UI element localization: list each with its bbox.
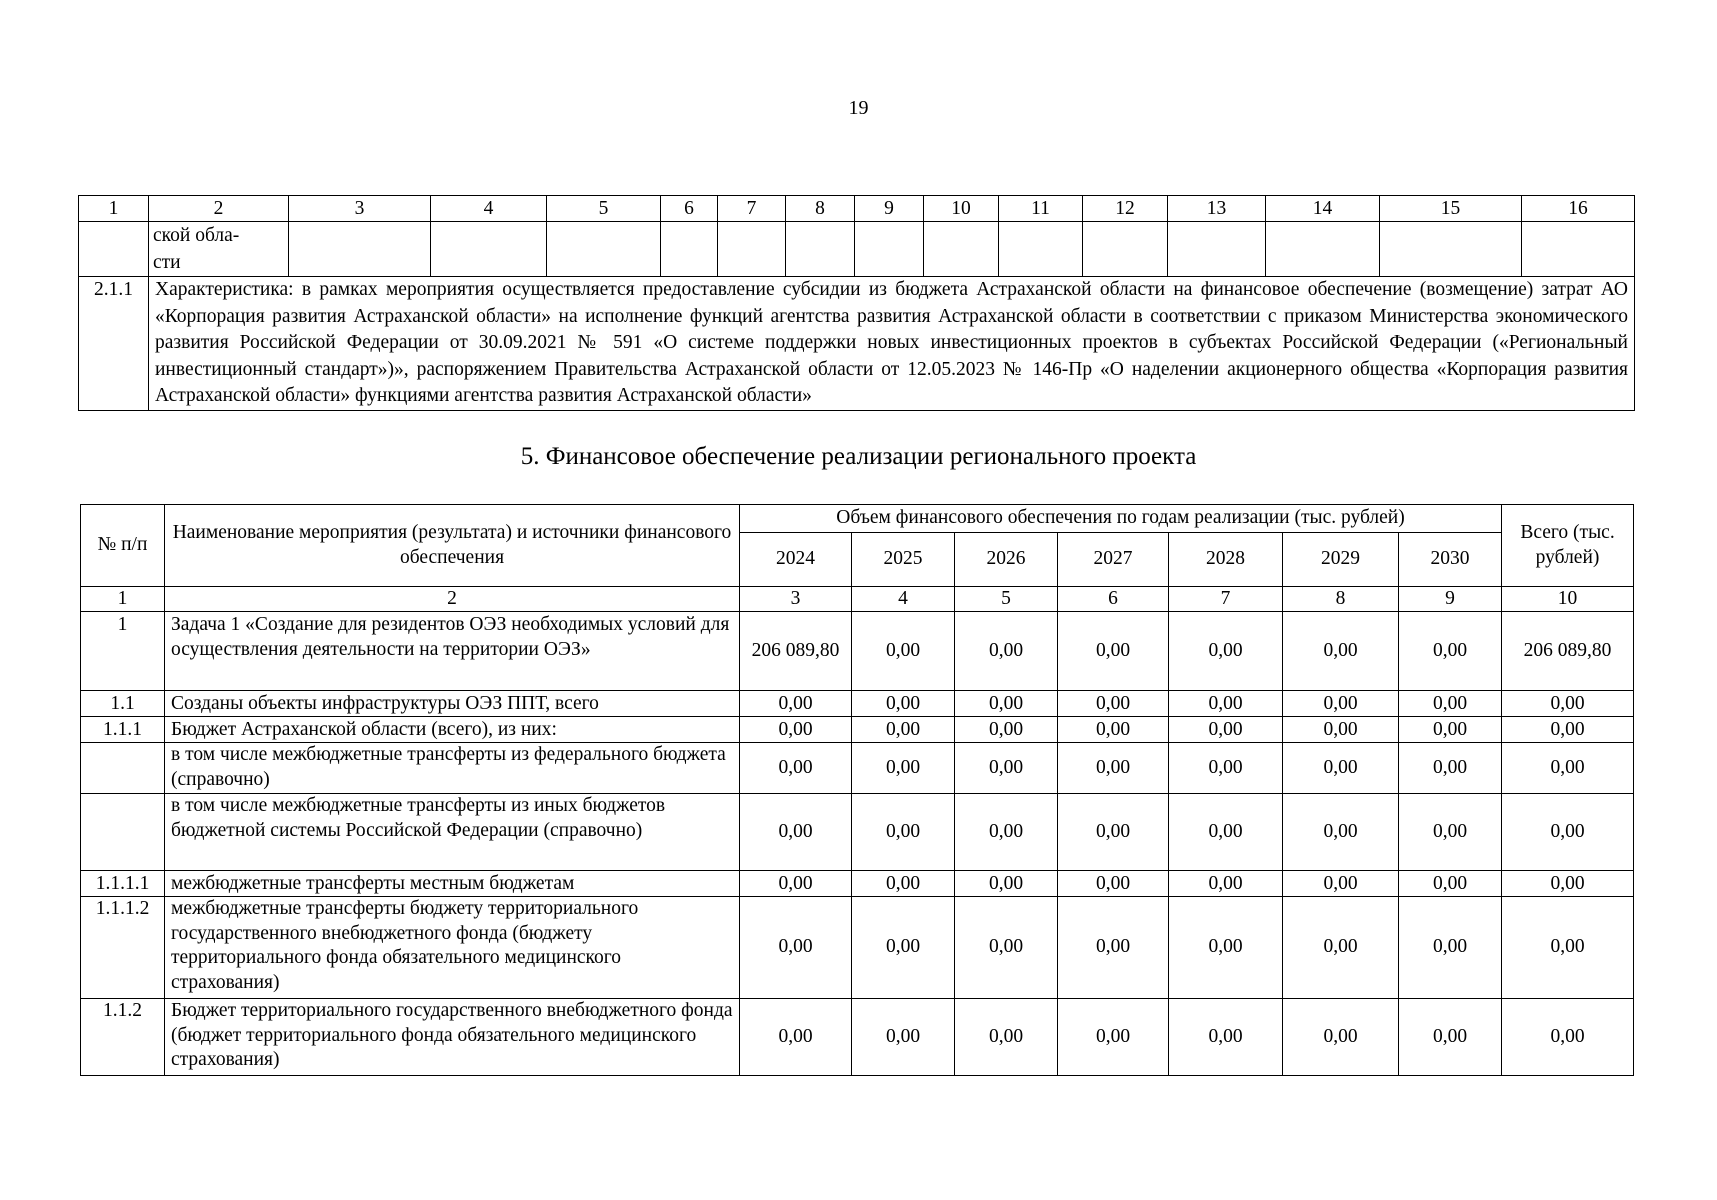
year-value: 206 089,80 [740,612,852,691]
year-value: 0,00 [740,717,852,743]
total-value: 0,00 [1502,794,1634,871]
year-header: 2026 [955,532,1058,586]
year-value: 0,00 [740,691,852,717]
row-number: 1.1.1.1 [81,871,165,897]
year-value: 0,00 [1399,717,1502,743]
row-name: межбюджетные трансферты местным бюджетам [165,871,740,897]
year-value: 0,00 [1283,717,1399,743]
section-title: 5. Финансовое обеспечение реализации регионального проекта [520,443,1197,470]
item-characteristic: Характеристика: в рамках мероприятия осуществляется предоставление субсидии из бюджета Астраханской области на финансовое обеспечение (возмещение) затрат АО «Корпорация развития Астраханской области» на исполнение функций агентства развития Астраханской области в соответствии с приказом Министерства экономического развития Российской Федерации от 30.09.2021 № 591 «О системе поддержки новых инвестиционных проектов в субъектах Российской Федерации («Региональный инвестиционный стандарт»)», распоряжением Правительства Астраханской области от 12.05.2023 № 146-Пр «О наделении акционерного общества «Корпорация развития Астраханской области» функциями агентства развития Астраханской области» [149,277,1635,411]
column-number: 1 [79,196,149,222]
year-header: 2024 [740,532,852,586]
column-number: 16 [1522,196,1635,222]
year-value: 0,00 [740,897,852,999]
year-value: 0,00 [852,743,955,794]
row-name: Бюджет Астраханской области (всего), из них: [165,717,740,743]
table-row [81,794,1634,871]
column-number: 12 [1083,196,1168,222]
table-row [81,612,1634,691]
year-value: 0,00 [1058,743,1169,794]
header-total: Всего (тыс. рублей) [1502,505,1634,587]
year-value: 0,00 [1058,897,1169,999]
year-header: 2025 [852,532,955,586]
activities-table [78,195,1635,411]
year-value: 0,00 [1169,717,1283,743]
year-value: 0,00 [955,717,1058,743]
year-value: 0,00 [1399,999,1502,1076]
header-row [81,505,1634,533]
year-value: 0,00 [1058,999,1169,1076]
year-value: 0,00 [1399,794,1502,871]
header-volume: Объем финансового обеспечения по годам реализации (тыс. рублей) [740,505,1502,533]
column-number: 7 [1169,587,1283,612]
column-number: 3 [740,587,852,612]
year-value: 0,00 [1283,871,1399,897]
year-value: 0,00 [852,717,955,743]
total-value: 0,00 [1502,743,1634,794]
row-name: в том числе межбюджетные трансферты из иных бюджетов бюджетной системы Российской Федерации (справочно) [165,794,740,871]
year-value: 0,00 [1058,794,1169,871]
column-number: 9 [1399,587,1502,612]
row-name: в том числе межбюджетные трансферты из федерального бюджета (справочно) [165,743,740,794]
table-row [81,871,1634,897]
year-value: 0,00 [1283,691,1399,717]
column-number: 1 [81,587,165,612]
column-number: 11 [999,196,1083,222]
column-number: 8 [1283,587,1399,612]
year-value: 0,00 [740,999,852,1076]
table-row [81,999,1634,1076]
total-value: 0,00 [1502,871,1634,897]
year-value: 0,00 [1399,612,1502,691]
row-number: 1.1.1 [81,717,165,743]
continuation-row [79,222,1635,277]
total-value: 206 089,80 [1502,612,1634,691]
column-number: 4 [431,196,547,222]
page-number: 19 [848,97,869,119]
characteristic-row [79,277,1635,411]
column-number: 4 [852,587,955,612]
table-row [81,717,1634,743]
year-value: 0,00 [1169,691,1283,717]
year-value: 0,00 [1169,871,1283,897]
column-number: 6 [661,196,718,222]
column-number: 14 [1266,196,1380,222]
table-row [81,743,1634,794]
year-value: 0,00 [955,794,1058,871]
year-header: 2028 [1169,532,1283,586]
column-number: 9 [855,196,924,222]
year-value: 0,00 [1399,691,1502,717]
row-number: 1.1 [81,691,165,717]
column-number: 10 [924,196,999,222]
column-number: 6 [1058,587,1169,612]
year-value: 0,00 [1058,691,1169,717]
year-value: 0,00 [1399,897,1502,999]
table-row [81,691,1634,717]
total-value: 0,00 [1502,717,1634,743]
year-value: 0,00 [955,871,1058,897]
year-value: 0,00 [1169,794,1283,871]
year-value: 0,00 [1169,743,1283,794]
column-number-row [79,196,1635,222]
year-value: 0,00 [852,794,955,871]
year-value: 0,00 [740,743,852,794]
header-number: № п/п [81,505,165,587]
table-row [81,897,1634,999]
year-value: 0,00 [1283,897,1399,999]
row-number: 1.1.2 [81,999,165,1076]
year-value: 0,00 [1283,612,1399,691]
total-value: 0,00 [1502,897,1634,999]
header-name: Наименование мероприятия (результата) и источники финансового обеспечения [165,505,740,587]
year-value: 0,00 [1169,999,1283,1076]
column-number: 15 [1380,196,1522,222]
column-number: 3 [289,196,431,222]
year-value: 0,00 [1283,743,1399,794]
row-name: Задача 1 «Создание для резидентов ОЭЗ необходимых условий для осуществления деятельности на территории ОЭЗ» [165,612,740,691]
row-name: межбюджетные трансферты бюджету территориального государственного внебюджетного фонда (бюджету территориального фонда обязательного медицинского страхования) [165,897,740,999]
year-header: 2027 [1058,532,1169,586]
year-value: 0,00 [852,999,955,1076]
year-value: 0,00 [1399,871,1502,897]
year-value: 0,00 [852,897,955,999]
column-number: 10 [1502,587,1634,612]
year-value: 0,00 [955,612,1058,691]
year-value: 0,00 [740,794,852,871]
year-value: 0,00 [955,897,1058,999]
year-value: 0,00 [955,743,1058,794]
total-value: 0,00 [1502,999,1634,1076]
row-name: Бюджет территориального государственного внебюджетного фонда (бюджет территориального фонда обязательного медицинского страхования) [165,999,740,1076]
total-value: 0,00 [1502,691,1634,717]
finance-table [80,504,1634,1076]
year-value: 0,00 [1399,743,1502,794]
year-value: 0,00 [740,871,852,897]
year-value: 0,00 [955,999,1058,1076]
row-number [81,794,165,871]
continuation-text: ской обла- сти [149,222,289,277]
row-number [81,743,165,794]
year-value: 0,00 [1058,717,1169,743]
column-number: 5 [955,587,1058,612]
column-number: 13 [1168,196,1266,222]
column-number: 2 [149,196,289,222]
year-header: 2029 [1283,532,1399,586]
year-value: 0,00 [852,871,955,897]
column-number-row [81,587,1634,612]
column-number: 5 [547,196,661,222]
year-value: 0,00 [955,691,1058,717]
column-number: 8 [786,196,855,222]
year-value: 0,00 [1283,794,1399,871]
year-value: 0,00 [1058,612,1169,691]
row-name: Созданы объекты инфраструктуры ОЭЗ ППТ, всего [165,691,740,717]
year-value: 0,00 [1169,897,1283,999]
column-number: 7 [718,196,786,222]
year-value: 0,00 [852,691,955,717]
year-header: 2030 [1399,532,1502,586]
year-value: 0,00 [1283,999,1399,1076]
year-value: 0,00 [1169,612,1283,691]
item-number: 2.1.1 [79,277,149,411]
year-value: 0,00 [1058,871,1169,897]
row-number: 1.1.1.2 [81,897,165,999]
row-number: 1 [81,612,165,691]
column-number: 2 [165,587,740,612]
year-value: 0,00 [852,612,955,691]
